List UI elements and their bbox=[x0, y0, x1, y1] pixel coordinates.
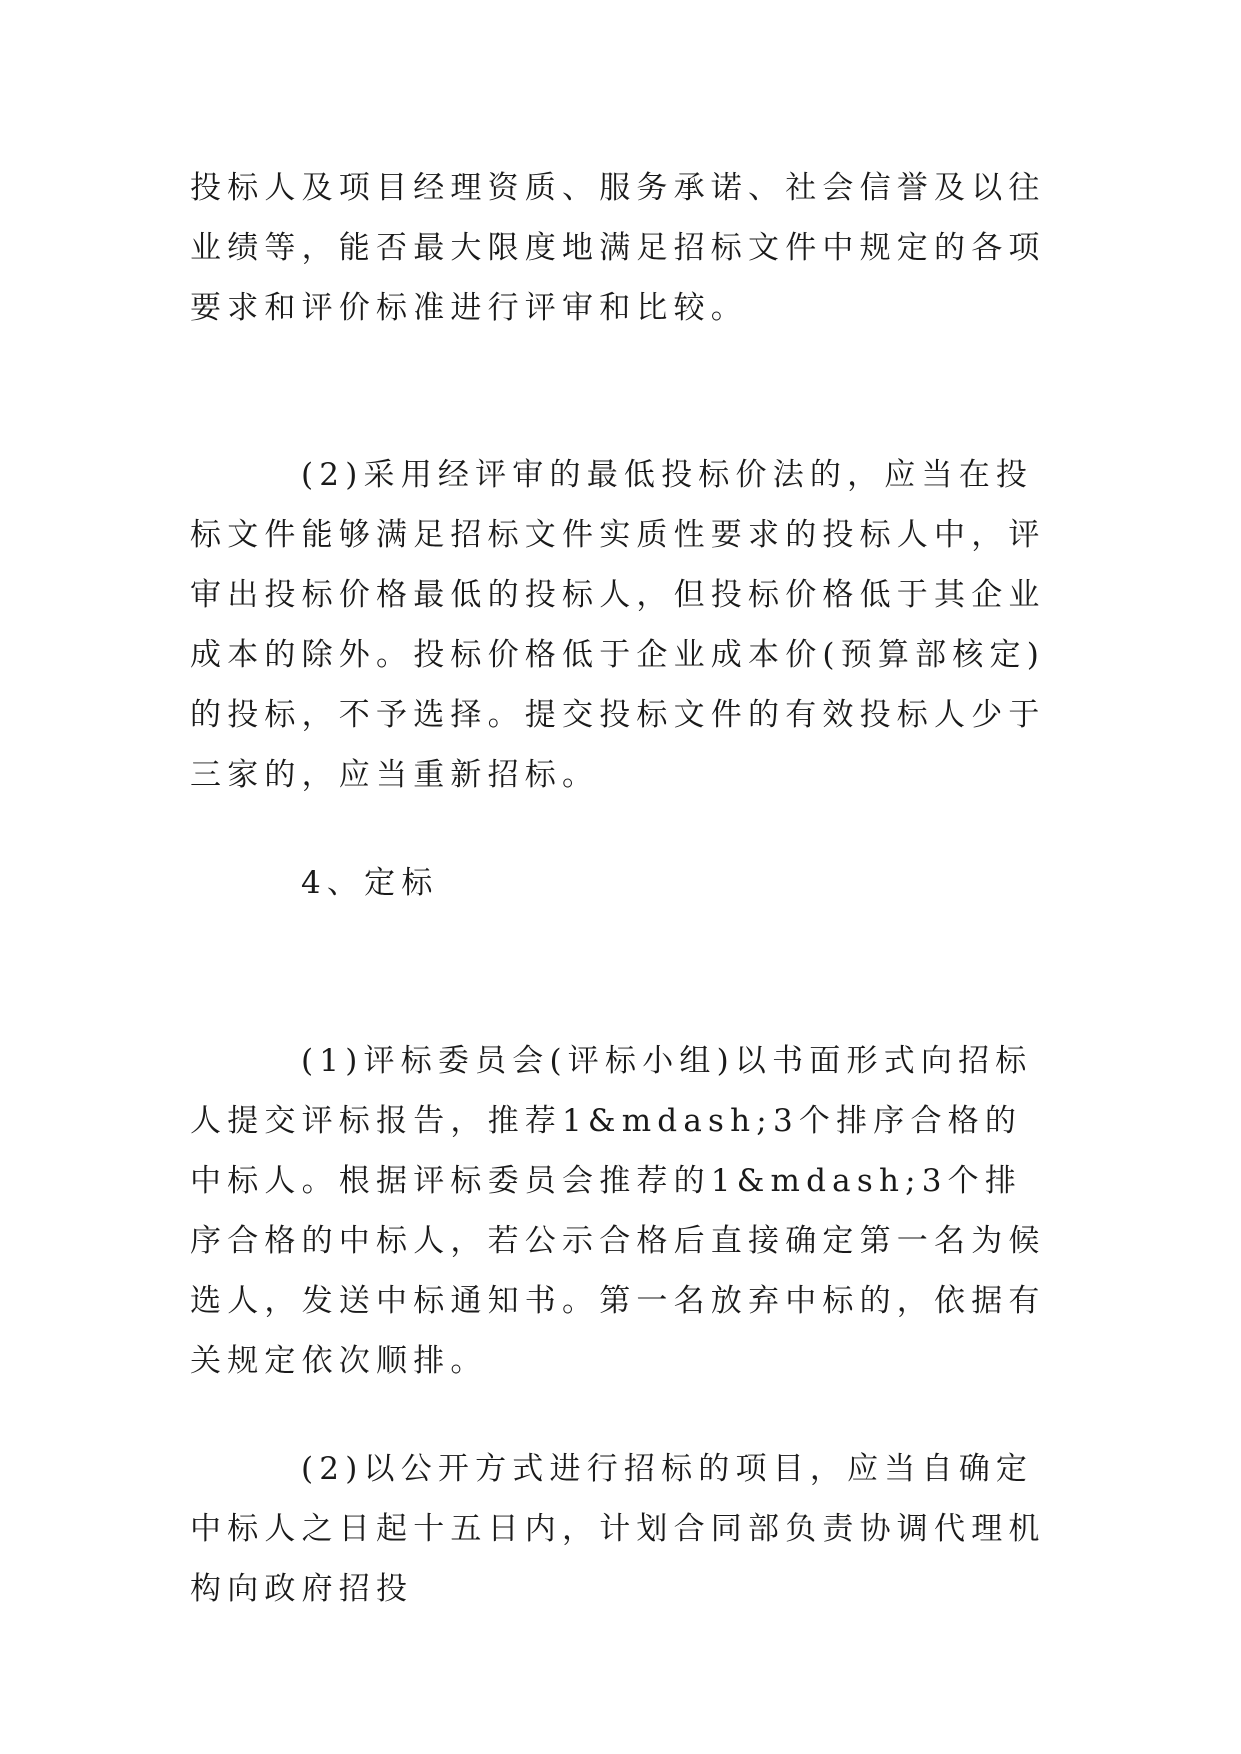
paragraph-lowest-price-method: (2)采用经评审的最低投标价法的，应当在投标文件能够满足招标文件实质性要求的投标人中，评审出投标价格最低的投标人，但投标价格低于其企业成本的除外。投标价格低于企业成本价(预算部核定)的投标，不予选择。提交投标文件的有效投标人少于三家的，应当重新招标。 bbox=[190, 457, 1046, 793]
paragraph-evaluation-report: (1)评标委员会(评标小组)以书面形式向招标人提交评标报告，推荐1&mdash;3个排序合格的中标人。根据评标委员会推荐的1&mdash;3个排序合格的中标人，若公示合格后直接确定第一名为候选人，发送中标通知书。第一名放弃中标的，依据有关规定依次顺排。 bbox=[190, 1043, 1046, 1379]
paragraph-evaluation-criteria: 投标人及项目经理资质、服务承诺、社会信誉及以往业绩等，能否最大限度地满足招标文件中规定的各项要求和评价标准进行评审和比较。 bbox=[190, 170, 1046, 326]
paragraph-public-tender: (2)以公开方式进行招标的项目，应当自确定中标人之日起十五日内，计划合同部负责协调代理机构向政府招投 bbox=[190, 1451, 1046, 1607]
section-heading-award: 4、定标 bbox=[301, 865, 439, 901]
